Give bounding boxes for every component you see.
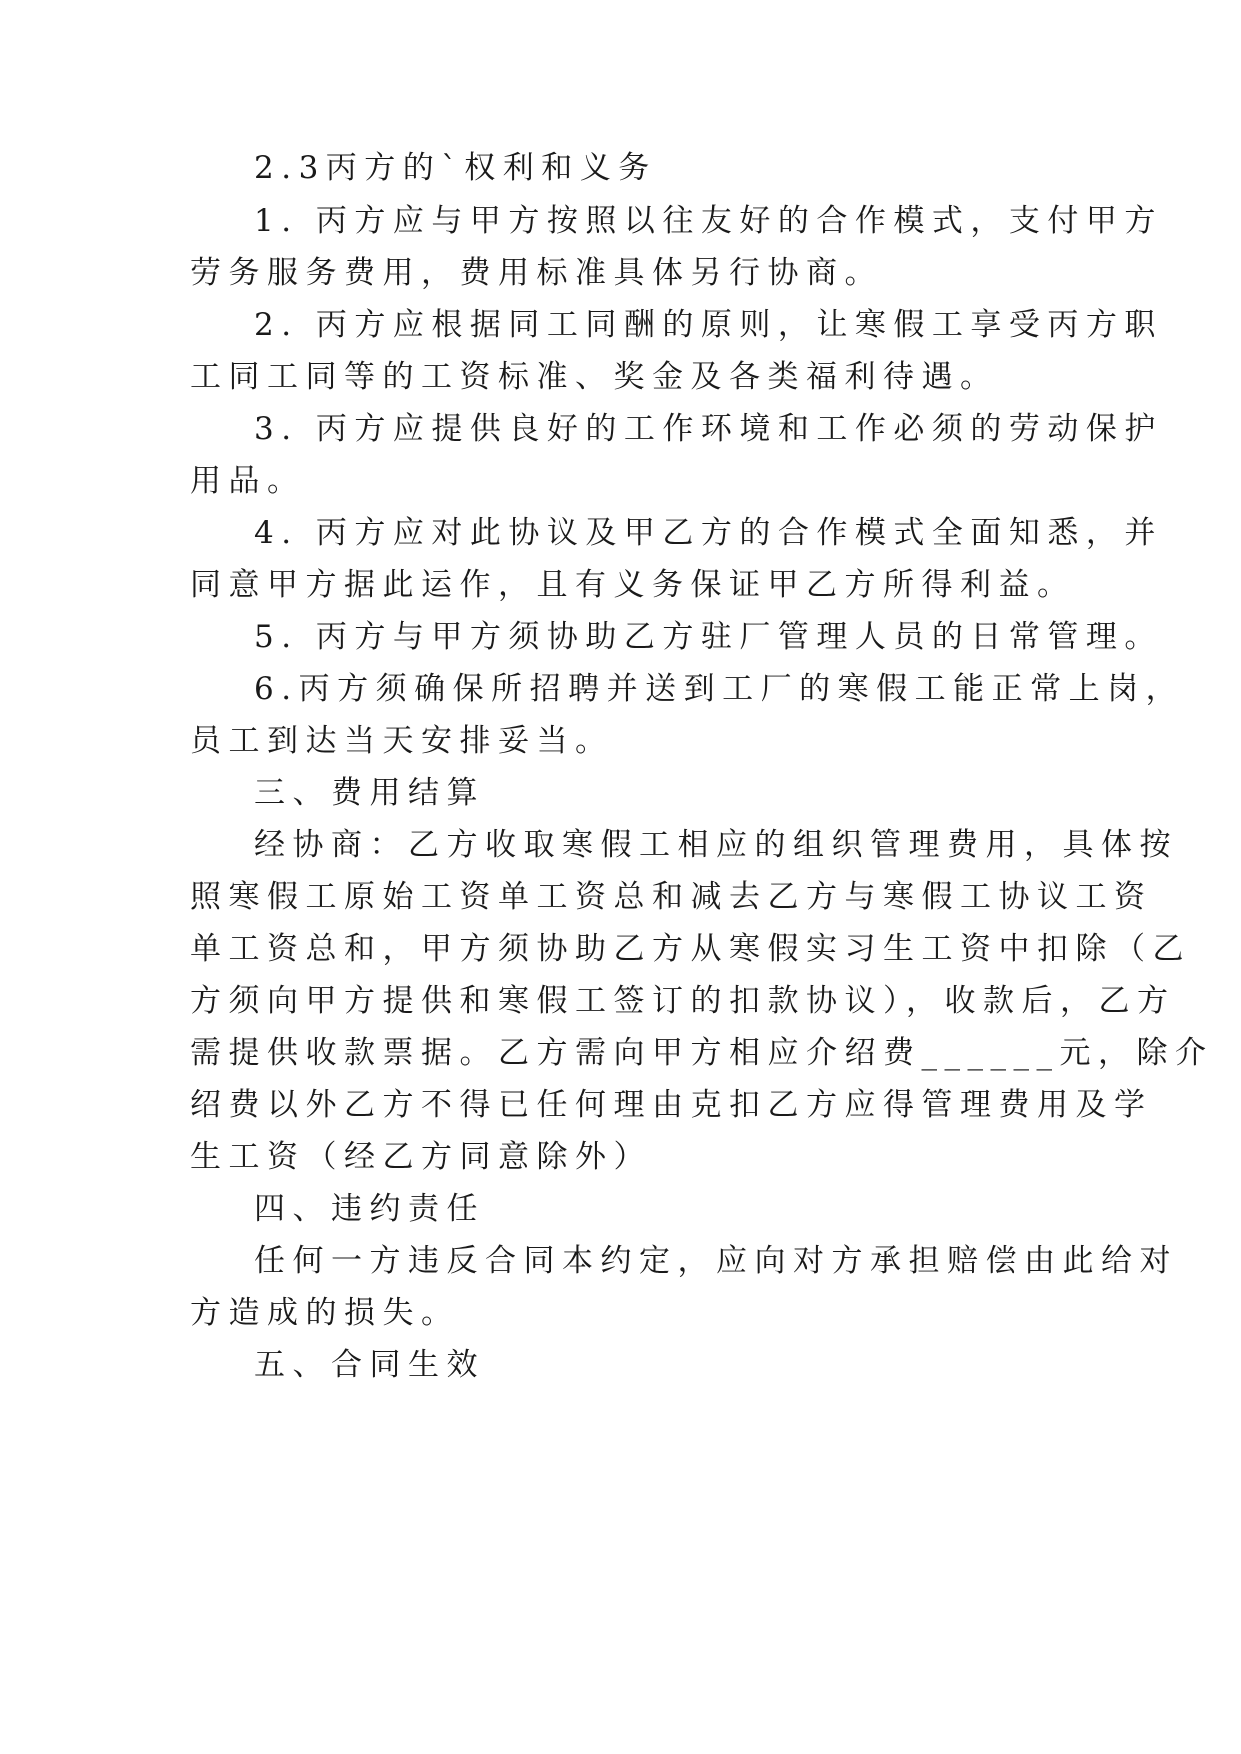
paragraph-line: 绍费以外乙方不得已任何理由克扣乙方应得管理费用及学 [190,1087,1153,1123]
paragraph-line: 工同工同等的工资标准、奖金及各类福利待遇。 [190,359,999,395]
paragraph-line: 劳务服务费用，费用标准具体另行协商。 [190,255,883,291]
paragraph-line: 同意甲方据此运作，且有义务保证甲乙方所得利益。 [190,567,1076,603]
paragraph-line: 2. 丙方应根据同工同酬的原则，让寒假工享受丙方职 [254,307,1163,343]
paragraph-line: 需提供收款票据。乙方需向甲方相应介绍费______元，除介 [190,1035,1214,1071]
paragraph-line: 任何一方违反合同本约定，应向对方承担赔偿由此给对 [254,1243,1178,1279]
section-heading-5: 五、合同生效 [254,1347,485,1383]
section-heading-3: 三、费用结算 [254,775,485,811]
paragraph-line: 用品。 [190,463,306,499]
paragraph-line: 3. 丙方应提供良好的工作环境和工作必须的劳动保护 [254,411,1163,447]
paragraph-line: 4. 丙方应对此协议及甲乙方的合作模式全面知悉，并 [254,515,1163,551]
paragraph-line: 5. 丙方与甲方须协助乙方驻厂管理人员的日常管理。 [254,619,1163,655]
paragraph-line: 员工到达当天安排妥当。 [190,723,614,759]
paragraph-line: 单工资总和，甲方须协助乙方从寒假实习生工资中扣除（乙 [190,931,1191,967]
paragraph-line: 经协商：乙方收取寒假工相应的组织管理费用，具体按 [254,827,1178,863]
section-heading-4: 四、违约责任 [254,1191,485,1227]
paragraph-line: 方须向甲方提供和寒假工签订的扣款协议），收款后，乙方 [190,983,1176,1019]
paragraph-line: 生工资（经乙方同意除外） [190,1139,652,1175]
paragraph-line: 方造成的损失。 [190,1295,460,1331]
section-heading-2-3: 2.3丙方的`权利和义务 [254,150,657,186]
paragraph-line: 照寒假工原始工资单工资总和减去乙方与寒假工协议工资 [190,879,1153,915]
paragraph-line: 1. 丙方应与甲方按照以往友好的合作模式，支付甲方 [254,203,1163,239]
paragraph-line: 6.丙方须确保所招聘并送到工厂的寒假工能正常上岗， [254,671,1185,707]
